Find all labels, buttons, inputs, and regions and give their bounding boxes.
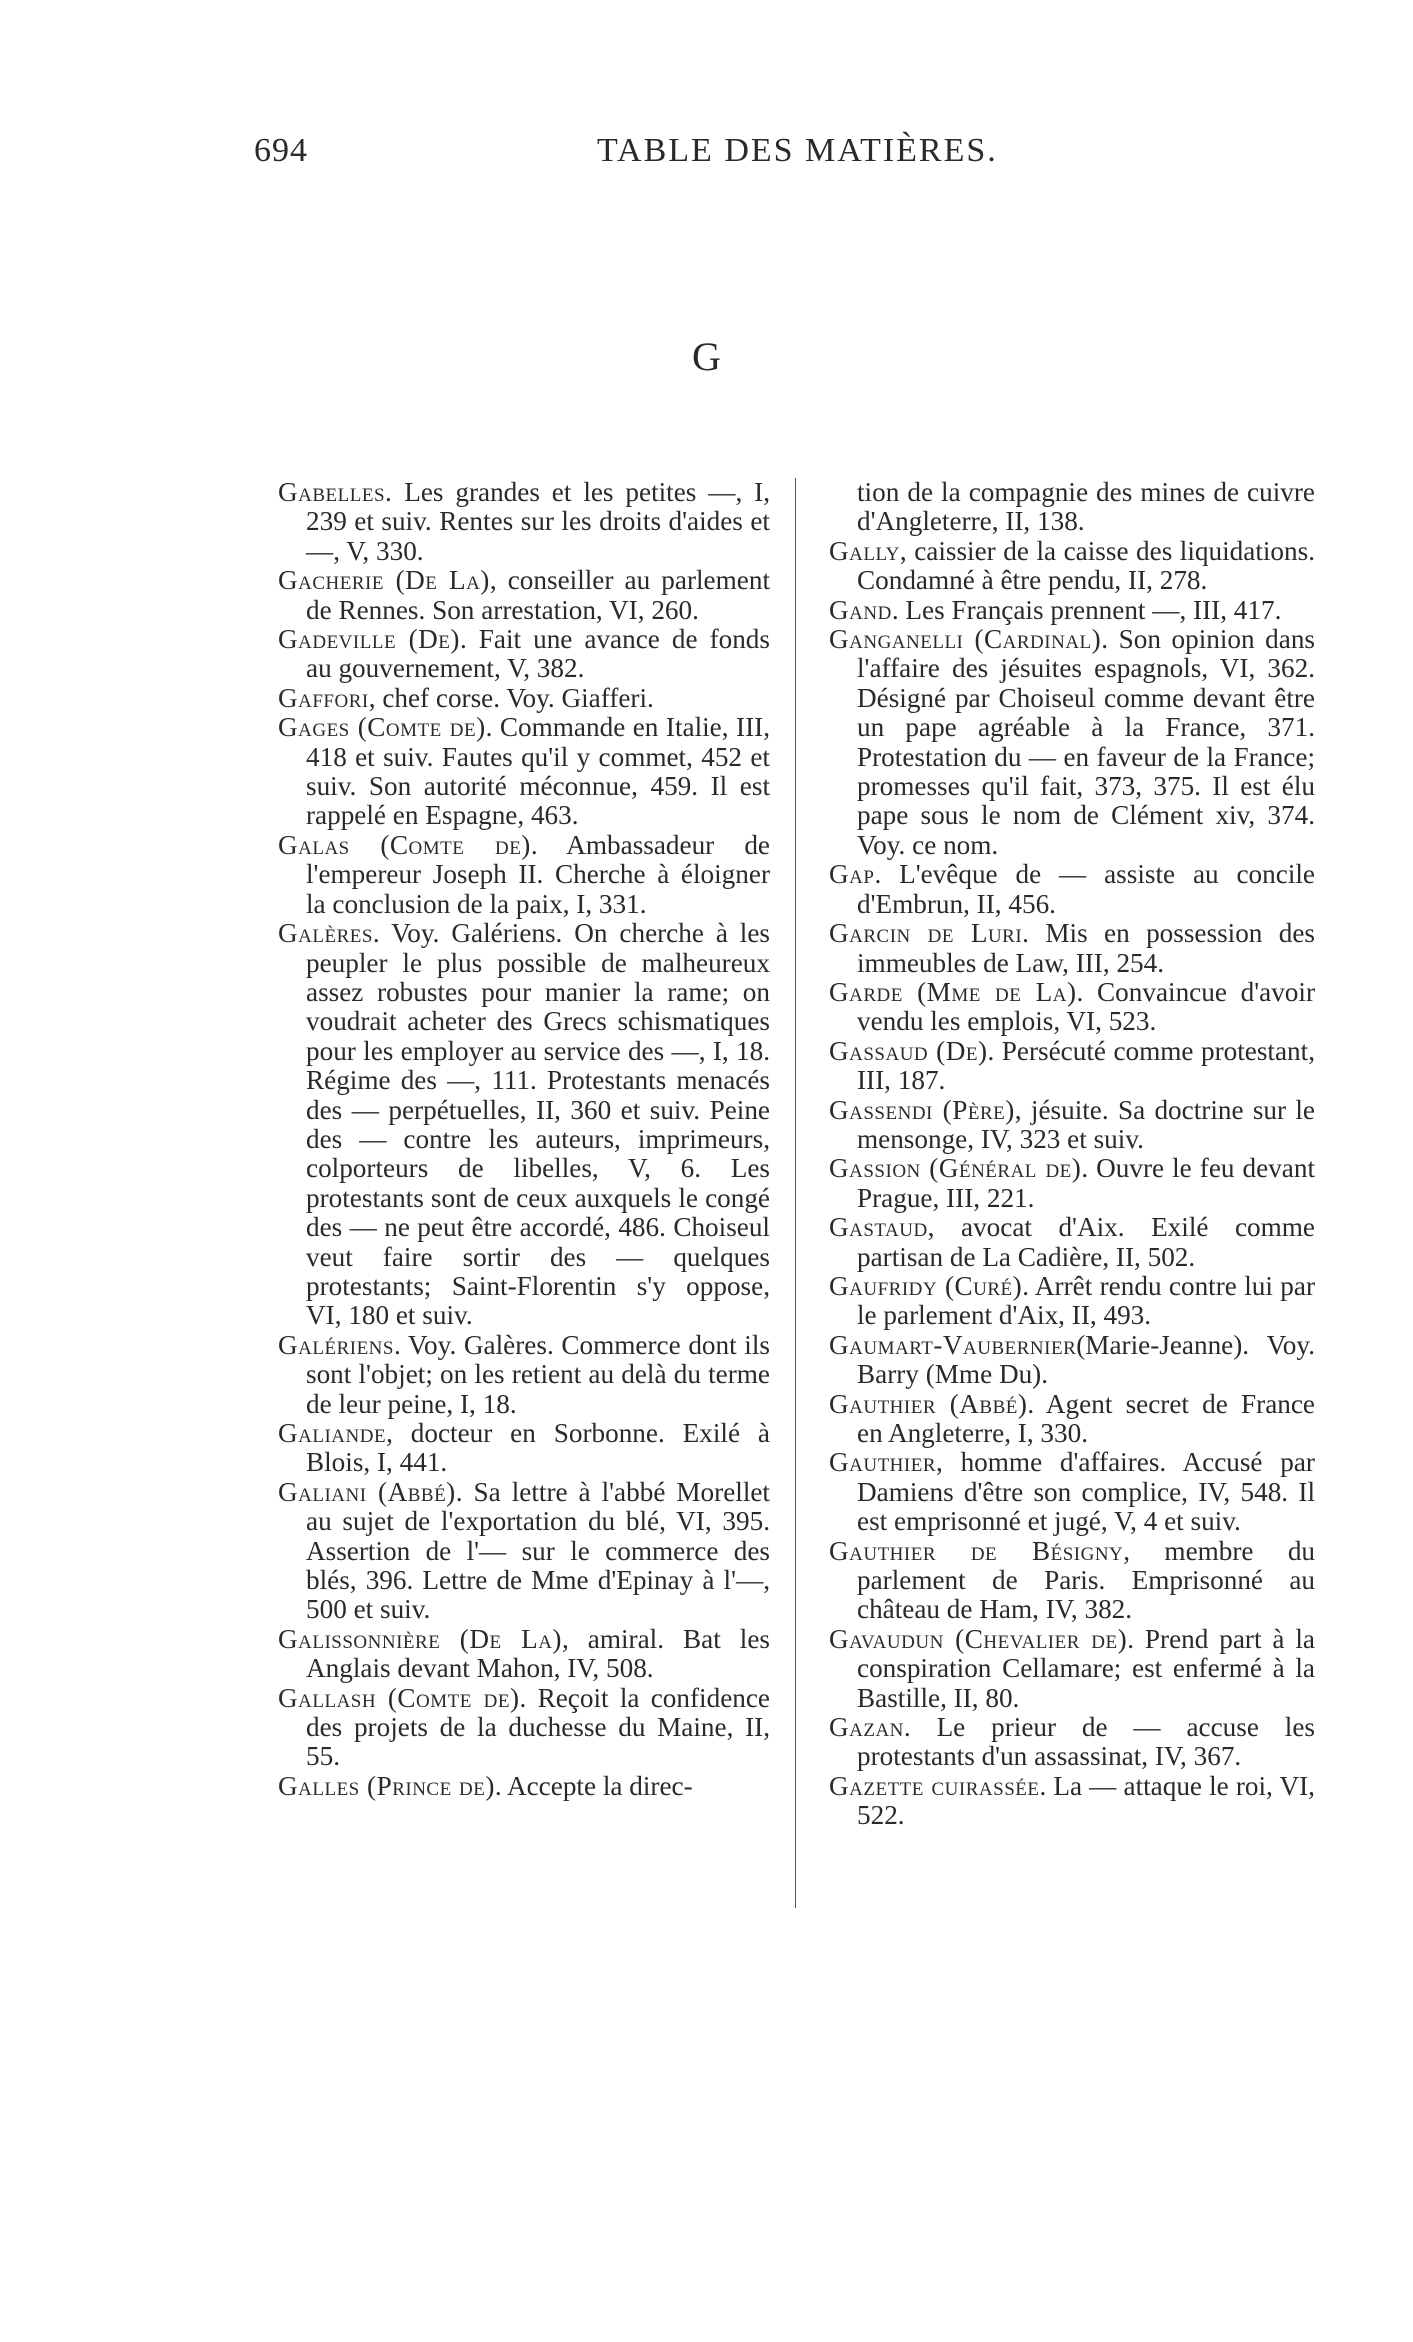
index-entry: [278, 831, 770, 919]
index-entry: [278, 919, 770, 1331]
entry-text: . L'evêque de — assiste au concile d'Embrun, II, 456.: [857, 859, 1315, 919]
entry-text: , caissier de la caisse des liquidations. Condamné à être pendu, II, 278.: [857, 535, 1315, 596]
index-entry: [278, 566, 770, 625]
entry-text: . Le prieur de — accuse les protestants d'un assassinat, IV, 367.: [857, 1712, 1315, 1772]
entry-heading: Gally: [829, 535, 900, 566]
entry-text: . Convaincue d'avoir vendu les emplois, VI, 523.: [857, 976, 1315, 1037]
entry-text: (Marie-Jeanne). Voy. Barry (Mme Du).: [857, 1329, 1315, 1390]
index-entry: [829, 860, 1315, 919]
index-entry: [278, 1772, 770, 1801]
entry-heading: Gazan: [829, 1712, 904, 1743]
index-entry: [829, 919, 1315, 978]
entry-text: . Arrêt rendu contre lui par le parlement d'Aix, II, 493.: [857, 1270, 1316, 1331]
running-head: [254, 132, 999, 180]
entry-heading: Gabelles.: [278, 477, 393, 507]
entry-heading: Gaffori: [278, 682, 369, 713]
index-entry: [278, 1684, 770, 1772]
index-entry: [278, 713, 770, 831]
entry-heading: Gavaudun (Chevalier de): [829, 1623, 1128, 1654]
index-entry: [278, 625, 770, 684]
index-entry: [829, 1448, 1315, 1536]
entry-text: . La — attaque le roi, VI, 522.: [857, 1770, 1315, 1831]
index-entry: [829, 596, 1315, 625]
index-entry: [829, 978, 1315, 1037]
entry-heading: Gaumart-Vaubernier: [829, 1329, 1077, 1360]
entry-heading: Gacherie (De La): [278, 565, 490, 596]
entry-heading: Gazette cuirassée: [829, 1770, 1040, 1801]
entry-text: . Persécuté comme protestant, III, 187.: [857, 1035, 1315, 1096]
index-entry: [829, 1537, 1315, 1625]
entry-text: . Prend part à la conspiration Cellamare; est enfermé à la Bastille, II, 80.: [857, 1623, 1315, 1713]
entry-text: Les grandes et les petites —, I, 239 et suiv. Rentes sur les droits d'aides et —, V, 330.: [306, 477, 770, 566]
entry-text: . Commande en Italie, III, 418 et suiv. Fautes qu'il y commet, 452 et suiv. Son autorité méconnue, 459. Il est rappelé en Espagne, 463.: [306, 712, 770, 831]
entry-text: . Sa lettre à l'abbé Morellet au sujet de l'exportation du blé, VI, 395. Assertion de l'— sur le commerce des blés, 396. Lettre de Mme d'Epinay à l'—, 500 et suiv.: [306, 1476, 770, 1625]
entry-heading: Garde (Mme de La): [829, 976, 1077, 1007]
entry-text: . Mis en possession des immeubles de Law, III, 254.: [857, 918, 1316, 978]
entry-heading: Gastaud: [829, 1212, 928, 1243]
entry-heading: Galas (Comte de): [278, 829, 531, 860]
index-entry: [829, 1096, 1315, 1155]
entry-heading: Gassaud (De): [829, 1035, 988, 1066]
index-entry: [829, 1213, 1315, 1272]
entry-heading: Galiani (Abbé): [278, 1476, 456, 1507]
index-column-right: [829, 478, 1315, 1831]
entry-heading: Galissonnière (De La): [278, 1623, 562, 1654]
page-number: 694: [254, 132, 308, 169]
entry-text: . Les Français prennent —, III, 417.: [891, 594, 1282, 625]
entry-text: , amiral. Bat les Anglais devant Mahon, IV, 508.: [306, 1623, 770, 1684]
index-entry: [278, 1478, 770, 1625]
entry-heading: Galériens: [278, 1329, 394, 1360]
column-divider: [795, 478, 796, 1908]
entry-text: . Son opinion dans l'affaire des jésuites espagnols, VI, 362. Désigné par Choiseul comme devant être un pape agréable à la France, 371. Protestation du — en faveur de la France; promesses qu'il fait, 373, 375. Il est élu pape sous le nom de Clément xiv, 374. Voy. ce nom.: [857, 624, 1316, 860]
entry-text: . Reçoit la confidence des projets de la duchesse du Maine, II, 55.: [306, 1682, 770, 1772]
entry-heading: Gadeville (De): [278, 624, 460, 655]
entry-heading: Gauthier de Bésigny: [829, 1535, 1124, 1566]
entry-heading: Galles (Prince de): [278, 1770, 495, 1801]
index-entry: [829, 1037, 1315, 1096]
entry-text: . Voy. Galères. Commerce dont ils sont l'objet; on les retient au delà du terme de leur peine, I, 18.: [306, 1329, 770, 1419]
entry-heading: Gallash (Comte de): [278, 1682, 520, 1713]
entry-heading: Galères: [278, 918, 373, 949]
index-entry: [829, 1390, 1315, 1449]
index-column-left: [278, 478, 770, 1801]
index-entry: [278, 478, 770, 566]
entry-text: , avocat d'Aix. Exilé comme partisan de La Cadière, II, 502.: [857, 1212, 1315, 1272]
entry-heading: Gages (Comte de): [278, 712, 486, 743]
entry-text: , conseiller au parlement de Rennes. Son arrestation, VI, 260.: [306, 565, 770, 625]
index-entry: [829, 625, 1315, 860]
entry-text: . Ouvre le feu devant Prague, III, 221.: [857, 1153, 1315, 1213]
entry-text: , membre du parlement de Paris. Emprisonné au château de Ham, IV, 382.: [857, 1535, 1316, 1625]
index-entry: [829, 1713, 1315, 1772]
entry-heading: Ganganelli (Cardinal): [829, 624, 1102, 655]
entry-heading: Gauthier: [829, 1447, 937, 1478]
entry-heading: Gap: [829, 859, 875, 890]
section-letter: G: [692, 334, 721, 379]
entry-text: , chef corse. Voy. Giafferi.: [368, 682, 654, 713]
entry-heading: Gauthier (Abbé): [829, 1388, 1028, 1419]
index-entry: [278, 684, 770, 713]
entry-heading: Gassendi (Père): [829, 1094, 1015, 1125]
index-entry: [829, 1154, 1315, 1213]
index-entry: [829, 1272, 1315, 1331]
entry-heading: Gand: [829, 594, 892, 625]
entry-text: . Accepte la direc-: [494, 1770, 693, 1801]
index-entry: [278, 1625, 770, 1684]
index-entry: [278, 1331, 770, 1419]
index-entry: [829, 1331, 1315, 1390]
entry-text: , docteur en Sorbonne. Exilé à Blois, I, 441.: [306, 1418, 770, 1478]
index-entry: [829, 1772, 1315, 1831]
running-title: TABLE DES MATIÈRES.: [597, 132, 998, 169]
index-entry: [278, 1419, 770, 1478]
entry-text: . Ambassadeur de l'empereur Joseph II. Cherche à éloigner la conclusion de la paix, I, 331.: [306, 829, 770, 919]
index-entry: [829, 537, 1315, 596]
index-entry: [829, 1625, 1315, 1713]
entry-text: , homme d'affaires. Accusé par Damiens d'être son complice, IV, 548. Il est emprisonné et jugé, V, 4 et suiv.: [857, 1447, 1315, 1537]
entry-text: . Fait une avance de fonds au gouvernement, V, 382.: [306, 624, 770, 684]
entry-heading: Gassion (Général de): [829, 1153, 1082, 1184]
entry-heading: Galiande: [278, 1418, 387, 1448]
entry-text: . Voy. Galériens. On cherche à les peupler le plus possible de malheureux assez robustes pour manier la rame; on voudrait acheter des Grecs schismatiques pour les employer au service des —, I, 18. Régime des —, 111. Protestants menacés des — perpétuelles, II, 360 et suiv. Peine des — contre les auteurs, imprimeurs, colporteurs de libelles, V, 6. Les protestants sont de ceux auxquels le congé des — ne peut être accordé, 486. Choiseul veut faire sortir des — quelques protestants; Saint-Florentin s'y oppose, VI, 180 et suiv.: [306, 918, 770, 1331]
index-entry-continuation: tion de la compagnie des mines de cuivre d'Angleterre, II, 138.: [857, 477, 1315, 537]
entry-text: , jésuite. Sa doctrine sur le mensonge, IV, 323 et suiv.: [857, 1094, 1315, 1154]
entry-heading: Garcin de Luri: [829, 918, 1023, 949]
entry-text: . Agent secret de France en Angleterre, I, 330.: [857, 1388, 1316, 1448]
entry-heading: Gaufridy (Curé): [829, 1270, 1023, 1301]
